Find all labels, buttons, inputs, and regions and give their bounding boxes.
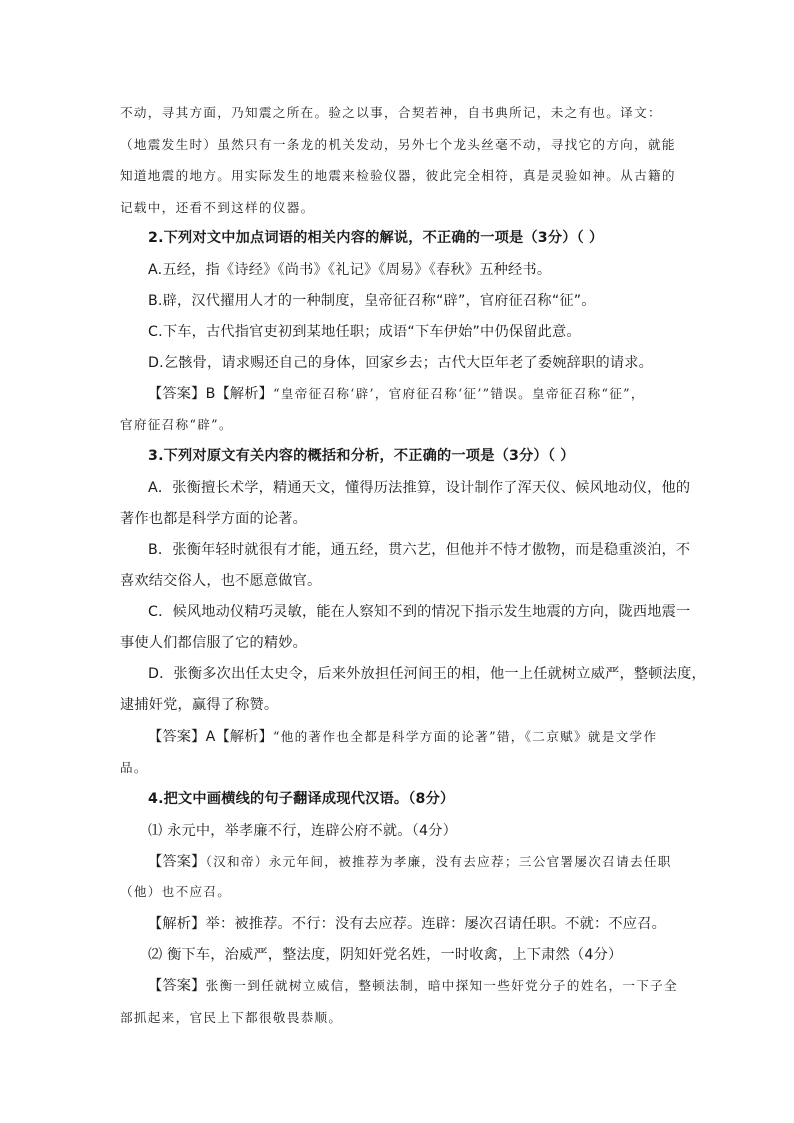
question-3-analysis-continued: 品。 [120, 760, 148, 775]
answer-letter: B [205, 386, 216, 402]
passage-line: （地震发生时）虽然只有一条龙的机关发动，另外七个龙头丝毫不动，寻找它的方向，就能 [120, 137, 676, 152]
analysis-text: 举：被推荐。不行：没有去应荐。连辟：屡次召请任职。不就：不应召。 [205, 916, 666, 932]
question-2-stem: 2.下列对文中加点词语的相关内容的解说，不正确的一项是（3分）（ ） [148, 230, 604, 246]
question-2-option-d: D.乞骸骨，请求赐还自己的身体，回家乡去；古代大臣年老了委婉辞职的请求。 [148, 355, 654, 371]
question-2-answer-line [148, 384, 708, 404]
answer-tag: 【答案】 [148, 386, 206, 402]
answer-letter: A [205, 729, 216, 745]
question-4-s1-answer-line [148, 852, 708, 872]
question-4-s1-answer-continued: （他）也不应召。 [120, 884, 232, 899]
question-3-option-d-continued: 逮捕奸党，赢得了称赞。 [120, 697, 279, 713]
analysis-text: “他的著作也全都是科学方面的论著”错，《二京赋》就是文学作 [273, 729, 658, 744]
question-4-sentence-2: ⑵ 衡下车，治威严，整法度，阴知奸党名姓，一时收禽，上下肃然（4分） [148, 947, 623, 963]
question-2-analysis-continued: 官府征召称“辟”。 [120, 417, 233, 432]
analysis-tag: 【解析】 [148, 916, 206, 932]
passage-line: 不动，寻其方面，乃知震之所在。验之以事，合契若神，自书典所记，未之有也。译文： [120, 105, 662, 120]
answer-tag: 【答案】 [148, 978, 206, 994]
passage-line: 记载中，还看不到这样的仪器。 [120, 200, 315, 215]
question-4-s1-analysis-line [148, 914, 708, 934]
question-3-option-c-continued: 事使人们都信服了它的精妙。 [120, 635, 308, 651]
question-4-s2-answer-continued: 部抓起来，官民上下都很敬畏恭顺。 [120, 1010, 343, 1025]
question-4-sentence-1: ⑴ 永元中，举孝廉不行，连辟公府不就。（4分） [148, 823, 457, 839]
question-3-option-a: A．张衡擅长术学，精通天文，懂得历法推算，设计制作了浑天仪、候风地动仪，他的 [148, 480, 691, 496]
question-2-option-b: B.辟，汉代擢用人才的一种制度，皇帝征召称“辟”，官府征召称“征”。 [148, 293, 596, 309]
question-4-stem: 4.把文中画横线的句子翻译成现代汉语。（8分） [148, 791, 455, 807]
answer-text: 张衡一到任就树立威信，整顿法制，暗中探知一些奸党分子的姓名，一下子全 [205, 978, 678, 993]
question-2-option-c: C.下车，古代指官吏初到某地任职；成语“下车伊始”中仍保留此意。 [148, 324, 581, 340]
answer-tag: 【答案】 [148, 729, 206, 745]
analysis-text: “皇帝征召称‘辟’，官府征召称‘征’”错误。皇帝征召称“征”， [273, 386, 645, 401]
passage-line: 知道地震的地方。用实际发生的地震来检验仪器，彼此完全相符，真是灵验如神。从古籍的 [120, 168, 676, 183]
question-4-s2-answer-line [148, 976, 708, 996]
question-3-option-b: B．张衡年轻时就很有才能，通五经，贯六艺，但他并不恃才傲物，而是稳重淡泊，不 [148, 542, 691, 558]
question-3-option-c: C．候风地动仪精巧灵敏，能在人察知不到的情况下指示发生地震的方向，陇西地震一 [148, 604, 691, 620]
question-3-option-a-continued: 著作也都是科学方面的论著。 [120, 511, 308, 527]
analysis-tag: 【解析】 [215, 729, 274, 745]
question-3-answer-line [148, 727, 708, 747]
question-2-option-a: A.五经，指《诗经》《尚书》《礼记》《周易》《春秋》五种经书。 [148, 262, 552, 278]
analysis-tag: 【解析】 [215, 386, 274, 402]
answer-text: （汉和帝）永元年间，被推荐为孝廉，没有去应荐；三公官署屡次召请去任职 [205, 854, 672, 869]
question-3-option-d: D．张衡多次出任太史令，后来外放担任河间王的相，他一上任就树立威严，整顿法度， [148, 666, 706, 682]
question-3-option-b-continued: 喜欢结交俗人，也不愿意做官。 [120, 573, 322, 589]
answer-tag: 【答案】 [148, 854, 206, 870]
question-3-stem: 3.下列对原文有关内容的概括和分析，不正确的一项是（3分）（ ） [148, 448, 575, 464]
